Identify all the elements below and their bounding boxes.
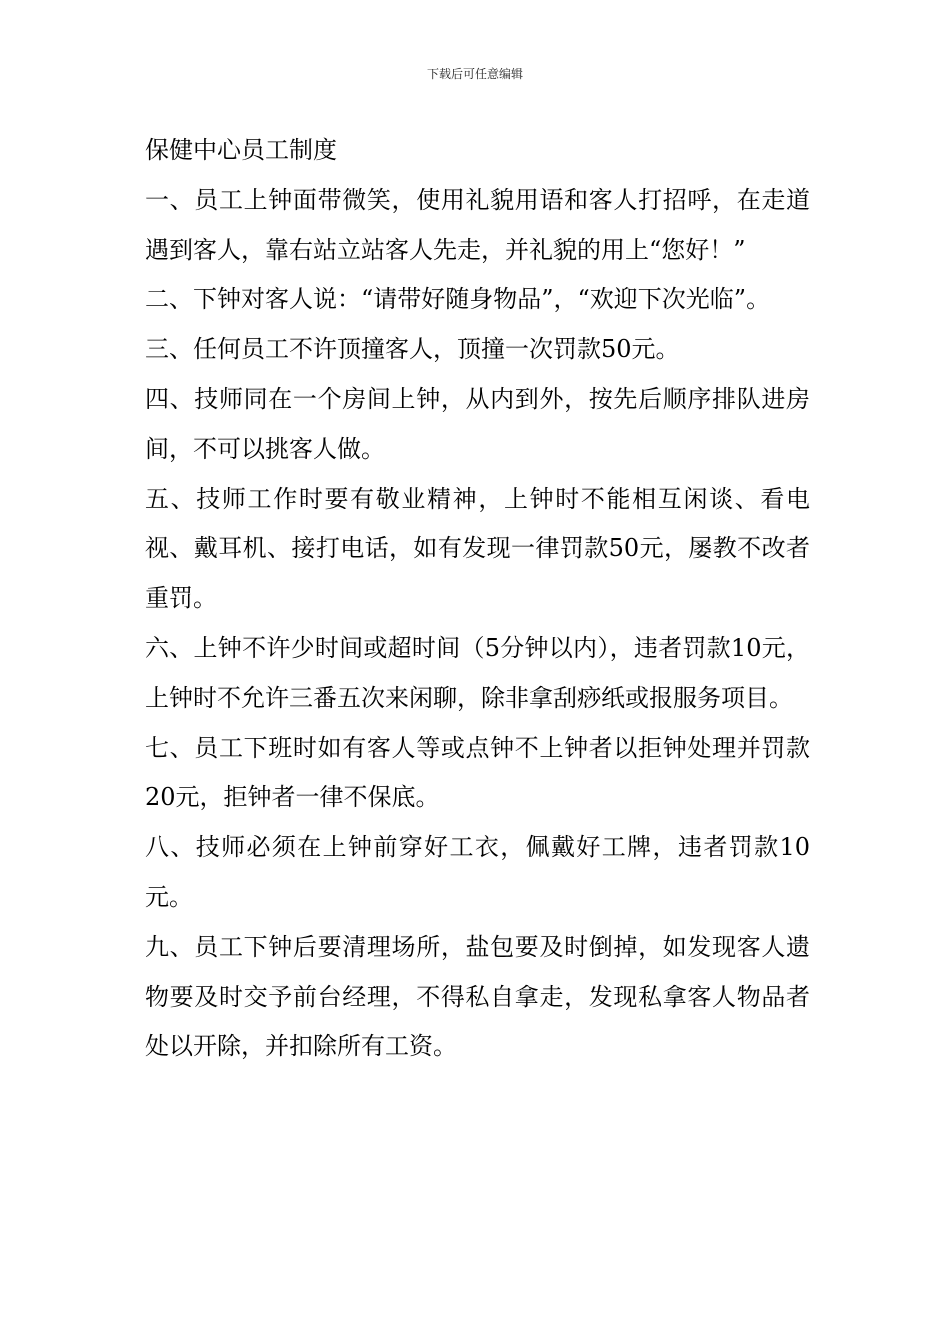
rule-paragraph-5: 五、技师工作时要有敬业精神，上钟时不能相互闲谈、看电视、戴耳机、接打电话，如有发现一律罚款50元，屡教不改者重罚。: [145, 484, 810, 613]
rule-paragraph-3: 三、任何员工不许顶撞客人，顶撞一次罚款50元。: [145, 335, 680, 364]
rule-paragraph-7: 七、员工下班时如有客人等或点钟不上钟者以拒钟处理并罚款20元，拒钟者一律不保底。: [145, 733, 810, 812]
rule-paragraph-4: 四、技师同在一个房间上钟，从内到外，按先后顺序排队进房间，不可以挑客人做。: [145, 384, 810, 463]
rule-paragraph-1: 一、员工上钟面带微笑，使用礼貌用语和客人打招呼，在走道遇到客人，靠右站立站客人先走，并礼貌的用上“您好！”: [145, 185, 810, 264]
page-header-note: 下载后可任意编辑: [426, 67, 523, 81]
document-body: [145, 126, 810, 1072]
rule-paragraph-2: 二、下钟对客人说：“请带好随身物品”，“欢迎下次光临”。: [145, 285, 771, 314]
rule-paragraph-9: 九、员工下钟后要清理场所，盐包要及时倒掉，如发现客人遗物要及时交予前台经理，不得私自拿走，发现私拿客人物品者处以开除，并扣除所有工资。: [145, 932, 810, 1061]
rule-paragraph-8: 八、技师必须在上钟前穿好工衣，佩戴好工牌，违者罚款10元。: [145, 833, 810, 911]
rule-paragraph-6: 六、上钟不许少时间或超时间（5分钟以内），违者罚款10元，上钟时不允许三番五次来闲聊，除非拿刮痧纸或报服务项目。: [145, 633, 810, 712]
document-title: 保健中心员工制度: [145, 136, 337, 164]
